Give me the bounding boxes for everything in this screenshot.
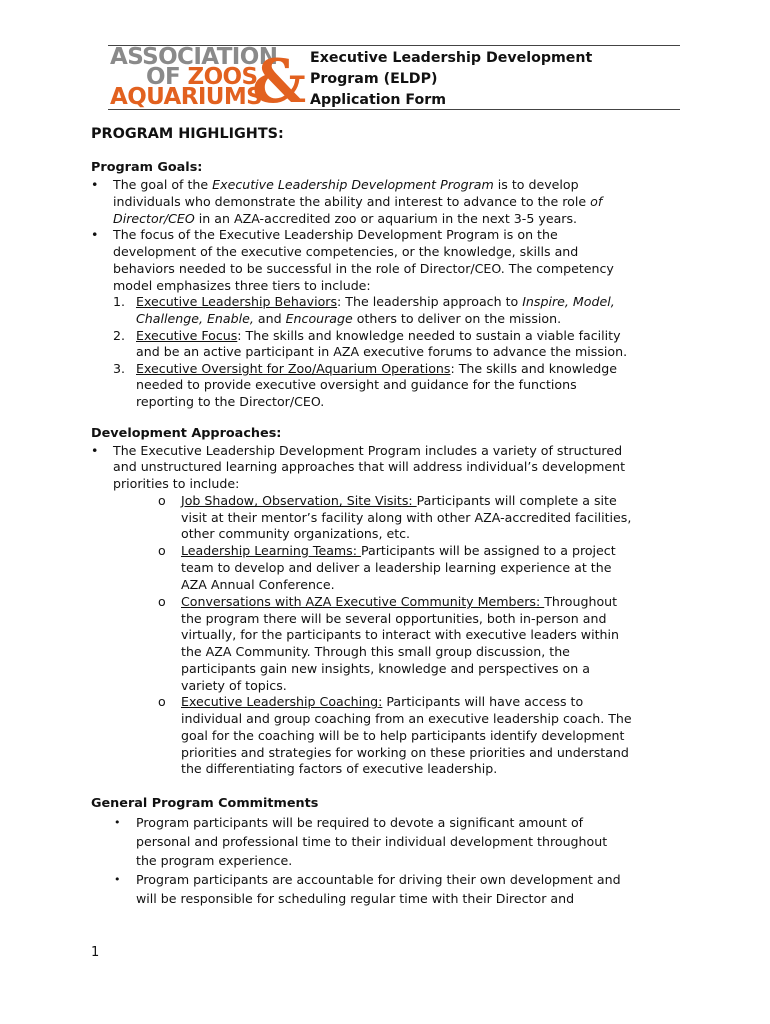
tier-3-number: 3. (113, 361, 126, 376)
title-line-2: Program (ELDP) (310, 71, 438, 87)
approach-3-line-5: participants gain new insights, knowledge and perspectives on a (181, 661, 590, 676)
document-title (310, 48, 592, 111)
logo-word-zoos: ZOOS (187, 64, 258, 90)
approach-4-line-1: Executive Leadership Coaching: Participants will have access to (181, 694, 584, 709)
goals-bullet-2-line-1: The focus of the Executive Leadership Development Program is on the (113, 227, 558, 242)
logo-word-of: OF (146, 64, 181, 90)
approach-1-line-1: Job Shadow, Observation, Site Visits: Participants will complete a site (181, 493, 617, 508)
logo-ampersand: & (252, 47, 307, 117)
approach-3-marker: o (158, 594, 166, 609)
approach-4-line-3: goal for the coaching will be to help participants identify development (181, 728, 625, 743)
tier-2-number: 2. (113, 328, 126, 343)
approach-4-line-4: priorities and strategies for working on these priorities and understand (181, 745, 629, 760)
approach-1-line-3: other community organizations, etc. (181, 526, 411, 541)
tier-2-line-2: and be an active participant in AZA executive forums to advance the mission. (136, 344, 628, 359)
tier-1-line-1: Executive Leadership Behaviors: The leadership approach to Inspire, Model, (136, 294, 615, 309)
commitments-bullet-1-line-3: the program experience. (136, 853, 293, 868)
approach-2-marker: o (158, 543, 166, 558)
goals-bullet-2-line-3: behaviors needed to be successful in the role of Director/CEO. The competency (113, 261, 614, 276)
approach-4-line-5: the differentiating factors of executive leadership. (181, 761, 498, 776)
commitments-bullet-2-line-1: Program participants are accountable for driving their own development and (136, 872, 621, 887)
tier-1-number: 1. (113, 294, 126, 309)
commitments-bullet-1: • (114, 816, 121, 829)
approach-3-line-3: virtually, for the participants to interact with executive leaders within (181, 627, 619, 642)
development-approaches-heading: Development Approaches: (91, 426, 282, 441)
approach-2-line-2: team to develop and deliver a leadership learning experience at the (181, 560, 612, 575)
commitments-bullet-2: • (114, 873, 121, 886)
development-intro-line-2: and unstructured learning approaches that will address individual’s development (113, 459, 626, 474)
goals-bullet-1-line-1: The goal of the Executive Leadership Development Program is to develop (113, 177, 579, 192)
development-bullet: • (91, 443, 99, 458)
tier-2-line-1: Executive Focus: The skills and knowledge needed to sustain a viable facility (136, 328, 621, 343)
approach-4-line-2: individual and group coaching from an executive leadership coach. The (181, 711, 632, 726)
goals-bullet-2-line-4: model emphasizes three tiers to include: (113, 278, 371, 293)
approach-2-line-3: AZA Annual Conference. (181, 577, 335, 592)
program-goals-heading: Program Goals: (91, 160, 203, 175)
approach-4-marker: o (158, 694, 166, 709)
approach-2-line-1: Leadership Learning Teams: Participants will be assigned to a project (181, 543, 616, 558)
goals-bullet-1-line-2: individuals who demonstrate the ability and interest to advance to the role of (113, 194, 603, 209)
commitments-bullet-1-line-2: personal and professional time to their individual development throughout (136, 834, 608, 849)
tier-3-line-2: needed to provide executive oversight and guidance for the functions (136, 377, 577, 392)
goals-bullet-2-line-2: development of the executive competencies, or the knowledge, skills and (113, 244, 579, 259)
goals-bullet-1: • (91, 177, 99, 192)
tier-3-line-1: Executive Oversight for Zoo/Aquarium Operations: The skills and knowledge (136, 361, 618, 376)
development-intro-line-3: priorities to include: (113, 476, 240, 491)
commitments-heading: General Program Commitments (91, 796, 319, 811)
development-intro-line-1: The Executive Leadership Development Program includes a variety of structured (113, 443, 623, 458)
page-heading: PROGRAM HIGHLIGHTS: (91, 126, 284, 142)
approach-3-line-4: the AZA Community. Through this small group discussion, the (181, 644, 570, 659)
commitments-bullet-1-line-1: Program participants will be required to devote a significant amount of (136, 815, 584, 830)
approach-3-line-6: variety of topics. (181, 678, 287, 693)
goals-bullet-1-line-3: Director/CEO in an AZA-accredited zoo or aquarium in the next 3-5 years. (113, 211, 578, 226)
approach-3-line-1: Conversations with AZA Executive Community Members: Throughout (181, 594, 618, 609)
commitments-bullet-2-line-2: will be responsible for scheduling regular time with their Director and (136, 891, 575, 906)
logo-line-association: ASSOCIATION (110, 44, 278, 70)
approach-1-marker: o (158, 493, 166, 508)
logo-line-aquariums: AQUARIUMS (110, 84, 263, 110)
page-number: 1 (91, 945, 100, 960)
title-line-3: Application Form (310, 92, 447, 108)
tier-3-line-3: reporting to the Director/CEO. (136, 394, 325, 409)
approach-1-line-2: visit at their mentor’s facility along with other AZA-accredited facilities, (181, 510, 632, 525)
goals-bullet-2: • (91, 227, 99, 242)
title-line-1: Executive Leadership Development (310, 50, 593, 66)
tier-1-line-2: Challenge, Enable, and Encourage others to deliver on the mission. (136, 311, 562, 326)
approach-3-line-2: the program there will be several opportunities, both in-person and (181, 611, 607, 626)
